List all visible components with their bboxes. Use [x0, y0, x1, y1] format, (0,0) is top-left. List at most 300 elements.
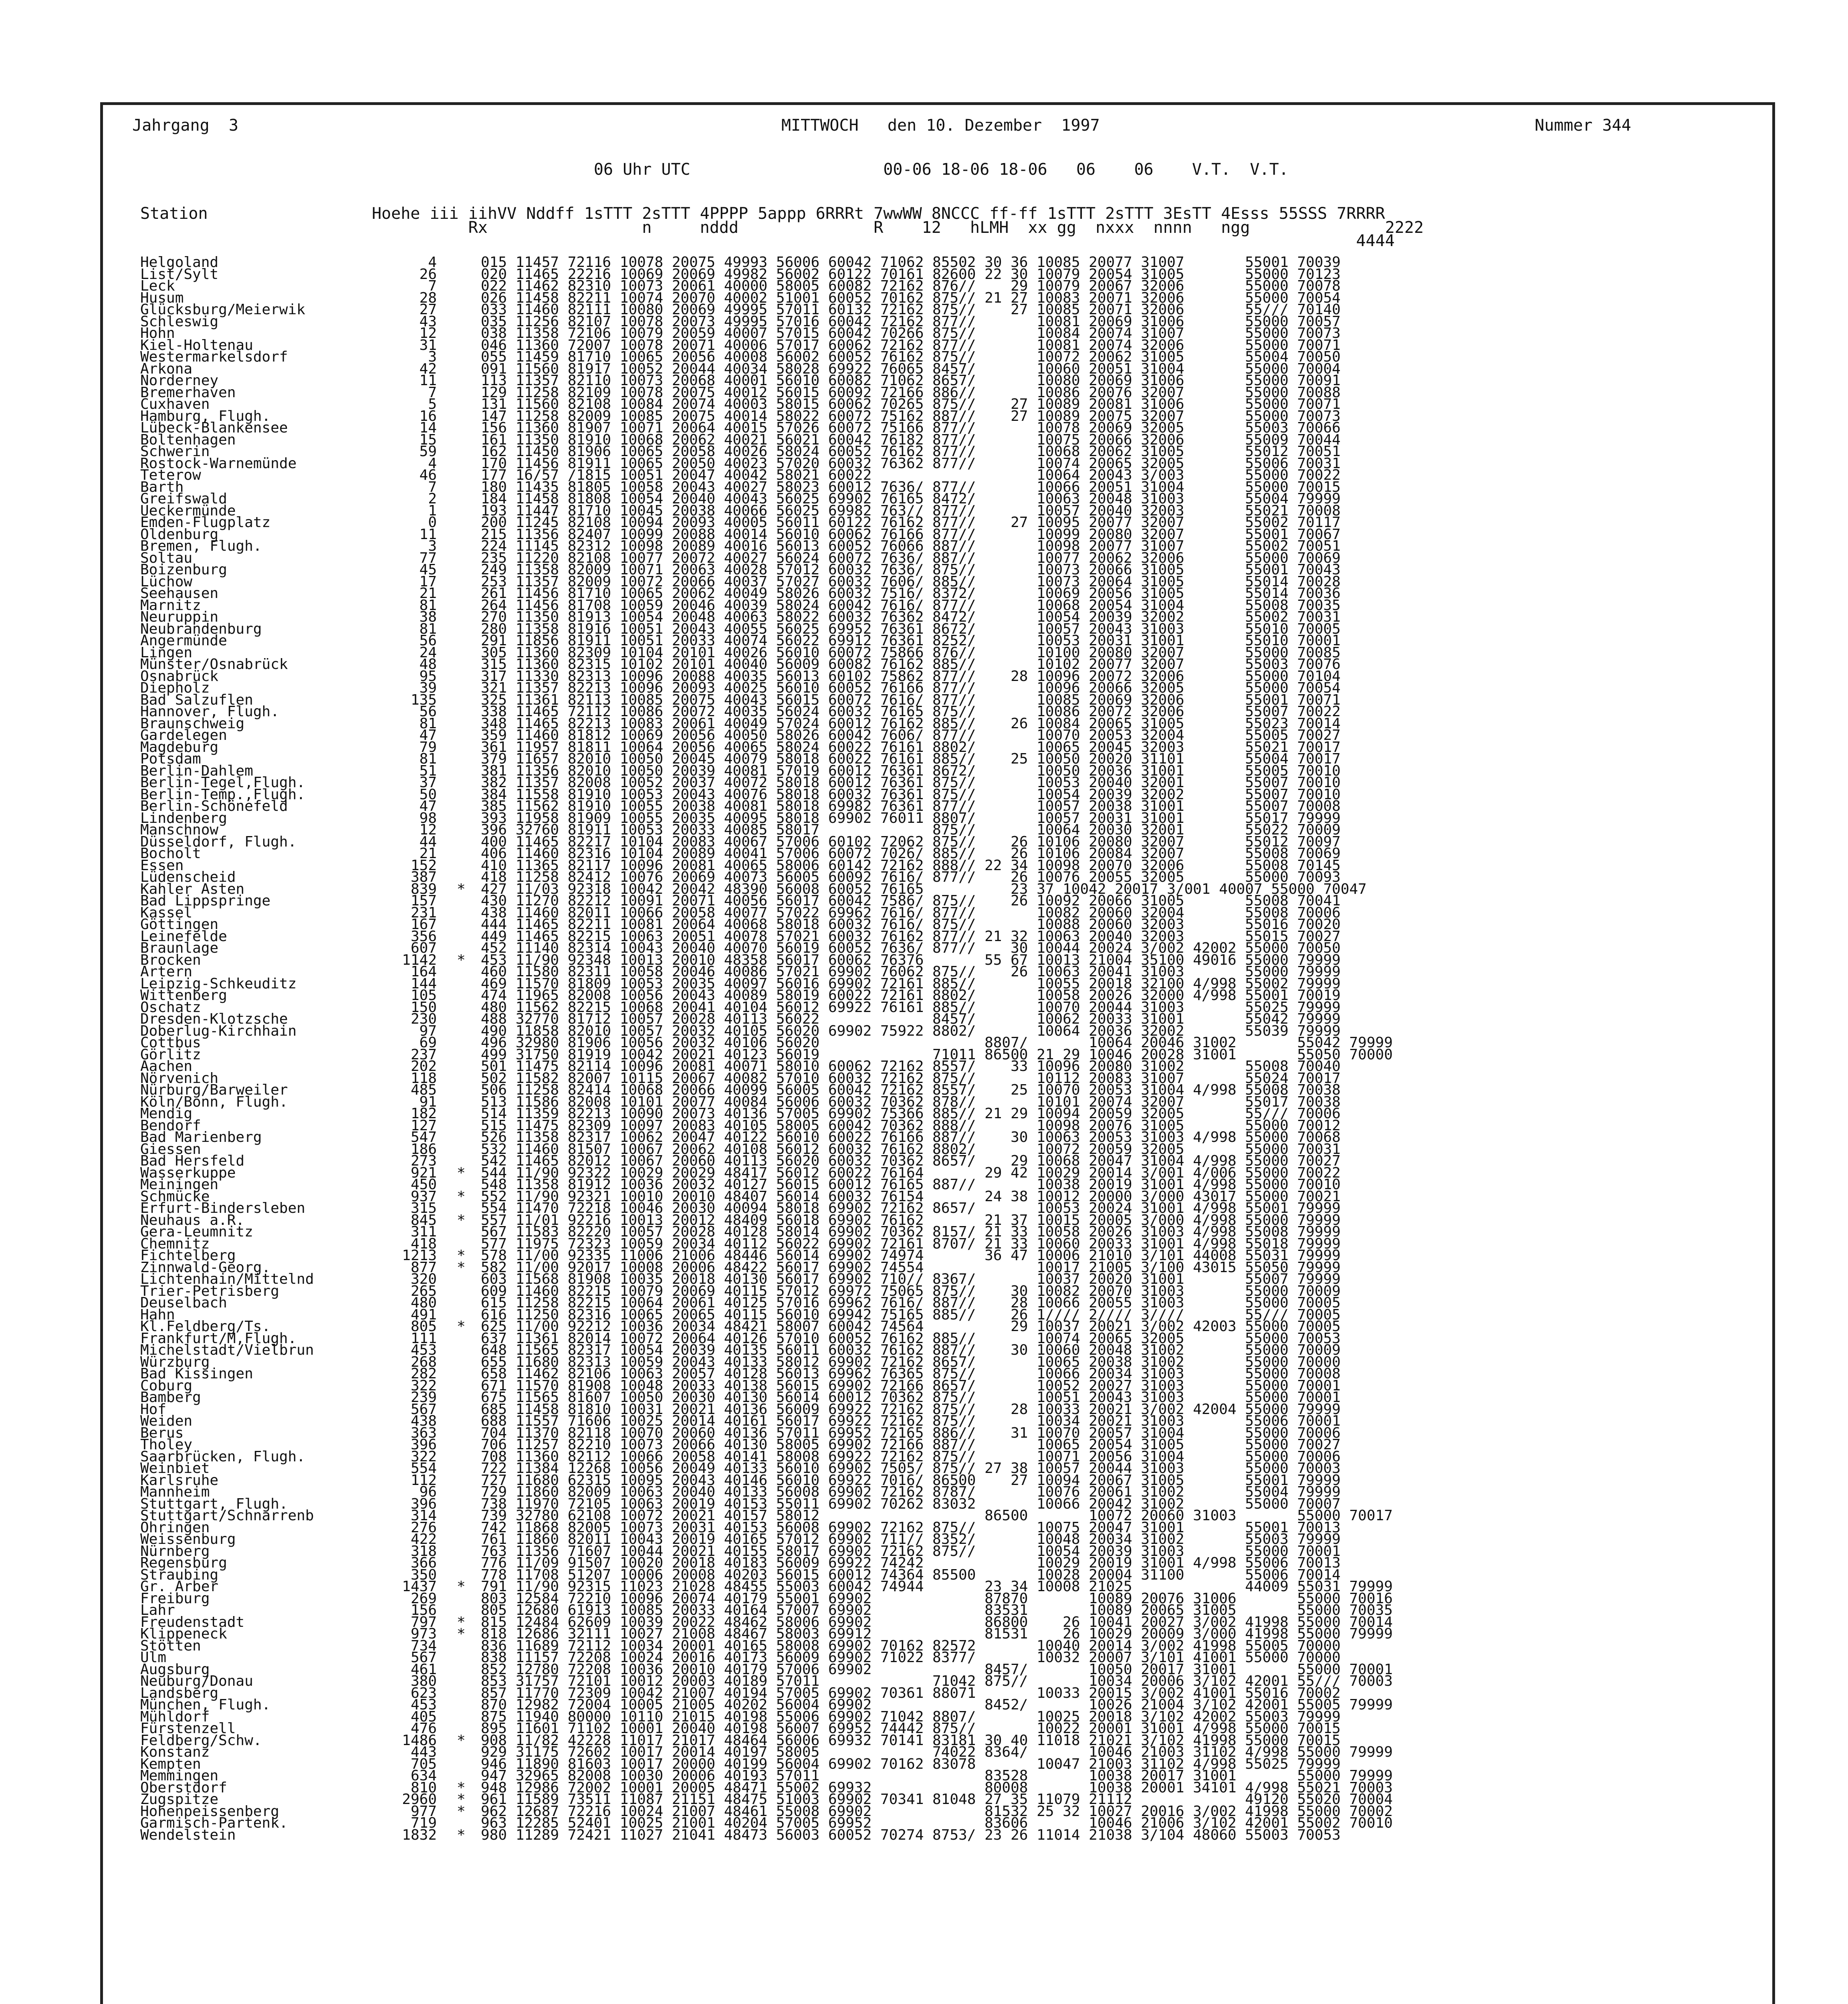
station-name: Bremen, Flugh.: [140, 538, 262, 554]
observation-values: 929 31175 72602 10017 20014 40197 58005 74022 8364/ 10046 21003 31102 4/998 55000 79999: [481, 1744, 1393, 1760]
station-height: 1486: [402, 1732, 437, 1749]
station-name: Greifswald: [140, 491, 227, 507]
observation-values: 215 11356 82407 10099 20088 40014 56010 60062 76166 877// 10099 20080 32007 55001 70067: [481, 526, 1341, 543]
observation-values: 499 31750 81919 10042 20021 40123 56019 71011 86500 21 29 10046 20028 31001 55050 70000: [481, 1046, 1393, 1063]
station-name: Hahn: [140, 1306, 175, 1323]
station-height: 567: [410, 1401, 437, 1418]
station-name: Augsburg: [140, 1661, 210, 1678]
observation-values: 895 11601 71102 10001 20040 40198 56007 69952 74442 875// 10022 20001 31001 4/998 55000 70015: [481, 1720, 1341, 1737]
station-name: Freudenstadt: [140, 1614, 245, 1630]
observation-values: 761 11860 82011 10043 20019 40165 57012 69902 711// 8352/ 10048 20034 31002 55003 79999: [481, 1531, 1341, 1547]
station-height: 1213: [402, 1247, 437, 1264]
station-height: 311: [410, 1224, 437, 1240]
observation-values: 091 11560 81917 10052 20044 40034 58028 69922 76065 8457/ 10060 20051 31004 55000 70004: [481, 360, 1341, 377]
station-height: 453: [410, 1697, 437, 1713]
observation-values: 544 11/90 92322 10029 20029 48417 56012 60022 76164 29 42 10029 20014 3/001 4/006 55000 70022: [481, 1164, 1341, 1181]
observation-values: 557 11/01 92216 10013 20012 48409 56018 69902 76162 21 37 10015 20005 3/000 4/998 55000 79999: [481, 1212, 1341, 1228]
station-name: Mendig: [140, 1105, 193, 1122]
station-height: 1437: [402, 1578, 437, 1595]
station-height: 27: [419, 301, 437, 318]
station-height: 112: [410, 1472, 437, 1489]
station-height: 921: [410, 1164, 437, 1181]
observation-values: 315 11360 82315 10102 20101 40040 56009 60082 76162 885// 10102 20077 32007 55003 70076: [481, 656, 1341, 673]
observation-values: 513 11586 82008 10101 20077 40084 56006 60032 70362 878// 10101 20074 32007 55017 70038: [481, 1093, 1341, 1110]
mountain-mark: *: [457, 1779, 466, 1796]
station-height: 443: [410, 1744, 437, 1760]
station-height: 150: [410, 999, 437, 1016]
page-header: [120, 116, 1759, 144]
station-height: 476: [410, 1720, 437, 1737]
observation-values: 615 11258 82215 10064 20061 40125 57016 69962 7616/ 887// 28 10066 20055 31003 55000 70005: [481, 1295, 1341, 1311]
station-name: Gr. Arber: [140, 1578, 219, 1595]
station-name: Lichtenhain/Mittelnd: [140, 1271, 314, 1287]
station-name: Meiningen: [140, 1176, 219, 1193]
observation-values: 427 11/03 92318 10042 20042 48390 56008 60052 76165 23 37 10042 20017 3/001 40007 55000 70047: [481, 881, 1367, 897]
station-height: 144: [410, 975, 437, 992]
station-height: 135: [410, 691, 437, 708]
station-name: Göttingen: [140, 916, 219, 933]
observation-values: 400 11465 82217 10104 20083 40067 57006 60102 72062 875// 26 10106 20080 32007 55012 70097: [481, 833, 1341, 850]
observation-values: 675 11565 81607 10050 20030 40130 56014 60012 70362 875// 10051 20043 31003 55000 70001: [481, 1389, 1341, 1406]
station-name: Osnabrück: [140, 668, 219, 685]
mountain-mark: *: [457, 1803, 466, 1820]
station-height: 318: [410, 1543, 437, 1560]
station-name: Berlin-Temp.,Flugh.: [140, 786, 305, 803]
observation-values: 727 11680 62315 10095 20043 40146 56010 69922 7016/ 86500 27 10094 20067 31005 55001 79999: [481, 1472, 1341, 1489]
station-name: Artern: [140, 964, 193, 980]
station-name: Würzburg: [140, 1354, 210, 1370]
station-name: Kl.Feldberg/Ts.: [140, 1318, 271, 1335]
station-height: 230: [410, 1011, 437, 1027]
station-name: Dresden-Klotzsche: [140, 1011, 288, 1027]
station-height: 56: [419, 703, 437, 720]
station-name: Aachen: [140, 1058, 193, 1075]
station-name: Regensburg: [140, 1555, 227, 1571]
station-height: 164: [410, 964, 437, 980]
station-name: Husum: [140, 289, 184, 306]
station-height: 418: [410, 1235, 437, 1252]
station-name: Bremerhaven: [140, 384, 236, 401]
observation-values: 532 11460 81507 10067 20062 40108 56012 60032 76162 8802/ 10072 20059 32005 55000 70031: [481, 1141, 1341, 1158]
observation-values: 291 11856 81911 10051 20033 40074 56022 69912 76361 8252/ 10053 20031 31001 55010 70001: [481, 632, 1341, 649]
station-name: Stuttgart/Schnarrenb: [140, 1507, 314, 1524]
station-name: Bocholt: [140, 845, 201, 862]
station-height: 48: [419, 656, 437, 673]
observation-values: 514 11359 82213 10090 20073 40136 57005 69902 75366 885// 21 29 10094 20059 32005 55/// 70006: [481, 1105, 1341, 1122]
station-name: Potsdam: [140, 751, 201, 767]
station-height: 1142: [402, 951, 437, 968]
station-height: 314: [410, 1507, 437, 1524]
station-height: 81: [419, 597, 437, 614]
station-name: Nürburg/Barweiler: [140, 1082, 288, 1098]
station-name: Bad Salzuflen: [140, 691, 253, 708]
station-height: 422: [410, 1531, 437, 1547]
observation-values: 469 11570 81809 10053 20035 40097 56016 69902 72161 885// 10055 20018 32100 4/998 55002 79999: [481, 975, 1341, 992]
observation-values: 170 11456 81911 10065 20050 40023 57020 60032 76362 877// 10074 20065 32005 55006 70031: [481, 455, 1341, 472]
station-height: 42: [419, 360, 437, 377]
station-height: 12: [419, 325, 437, 341]
station-name: Mühldorf: [140, 1708, 210, 1725]
station-height: 156: [410, 1602, 437, 1618]
station-height: 43: [419, 313, 437, 330]
station-name: Zugspitze: [140, 1791, 219, 1808]
observation-values: 270 11350 81913 10054 20048 40063 58022 60032 76362 8472/ 10054 20039 32002 55002 70031: [481, 609, 1341, 625]
observation-values: 948 12986 72002 10001 20005 48471 55002 69932 80008 10038 20001 34101 4/998 55021 70003: [481, 1779, 1393, 1796]
observation-values: 729 11860 82009 10063 20040 40133 56008 69902 72162 8787/ 10076 20061 31002 55004 79999: [481, 1484, 1341, 1500]
observation-values: 603 11568 81908 10035 20018 40130 56017 69902 710// 8367/ 10037 20020 31001 55007 79999: [481, 1271, 1341, 1287]
station-name: Berlin-Dahlem: [140, 762, 253, 779]
observation-values: 961 11589 73511 11087 21151 48475 51003 69902 70341 81048 27 35 11079 21112 49120 55020 70004: [481, 1791, 1393, 1808]
observation-values: 818 12686 32111 10027 21008 48467 58003 69912 81531 26 10029 20009 3/000 41998 55000 79999: [481, 1626, 1393, 1642]
station-height: 269: [410, 1590, 437, 1607]
observation-values: 321 11357 82213 10096 20093 40025 56010 60052 76166 877// 10096 20066 32005 55000 70054: [481, 680, 1341, 696]
station-name: Cottbus: [140, 1034, 201, 1051]
station-name: Ulm: [140, 1649, 167, 1666]
station-name: Landsberg: [140, 1685, 219, 1701]
station-height: 11: [419, 372, 437, 389]
station-name: Erfurt-Bindersleben: [140, 1200, 305, 1216]
station-height: 797: [410, 1614, 437, 1630]
observation-values: 706 11257 82210 10073 20066 40130 58005 69902 72166 887// 10065 20054 31005 55000 70027: [481, 1436, 1341, 1453]
observation-values: 406 11460 82316 10104 20089 40041 57006 60072 7026/ 885// 26 10106 20084 32007 55008 70069: [481, 845, 1341, 862]
station-height: 315: [410, 1200, 437, 1216]
station-height: 7: [428, 384, 437, 401]
station-name: Berlin-Tegel,Flugh.: [140, 774, 305, 791]
station-height: 4: [428, 455, 437, 472]
mountain-mark: *: [457, 951, 466, 968]
observation-values: 444 11465 82211 10081 20064 40068 58018 60032 7616/ 875// 10088 20060 32003 55016 70020: [481, 916, 1341, 933]
observation-values: 582 11/00 92017 10008 20006 48422 56017 69902 74554 10017 21005 3/100 43015 55050 79999: [481, 1259, 1341, 1276]
station-name: Schmücke: [140, 1188, 210, 1205]
station-height: 79: [419, 739, 437, 756]
station-height: 24: [419, 644, 437, 661]
observation-values: 947 32965 82008 10030 20006 40193 57011 83528 10038 20017 31001 55000 79999: [481, 1768, 1393, 1784]
station-name: Westermarkelsdorf: [140, 349, 288, 365]
station-height: 5: [428, 396, 437, 412]
observation-values: 156 11360 81907 10071 20064 40015 57026 60072 75166 877// 10078 20069 32005 55003 70066: [481, 420, 1341, 436]
station-name: Konstanz: [140, 1744, 210, 1760]
station-height: 186: [410, 1141, 437, 1158]
observation-values: 430 11270 82212 10091 20071 40056 56017 60042 7586/ 875// 26 10092 20066 31005 55008 70041: [481, 893, 1341, 909]
station-name: Hannover, Flugh.: [140, 703, 279, 720]
observation-values: 022 11462 82310 10073 20061 40000 58005 60082 72162 876// 29 10079 20067 32006 55000 70078: [481, 278, 1341, 294]
observation-values: 490 11858 82010 10057 20032 40105 56020 69902 75922 8802/ 10064 20036 32002 55039 79999: [481, 1022, 1341, 1039]
station-name: Marnitz: [140, 597, 201, 614]
station-height: 182: [410, 1105, 437, 1122]
station-name: Feldberg/Schw.: [140, 1732, 262, 1749]
observation-values: 946 11890 81603 10017 20000 40199 56004 69902 70162 83078 10047 21003 31102 4/998 55025 79999: [481, 1756, 1341, 1772]
observation-values: 763 11356 71607 10044 20021 40155 58017 69902 72162 875// 10054 20039 31003 55000 70001: [481, 1543, 1341, 1560]
station-height: 282: [410, 1366, 437, 1382]
observation-values: 305 11360 82309 10104 20101 40026 56010 60072 75866 876// 10100 20080 32007 55000 70085: [481, 644, 1341, 661]
station-height: 15: [419, 431, 437, 448]
station-height: 734: [410, 1637, 437, 1654]
station-name: Essen: [140, 857, 184, 874]
station-height: 31: [419, 337, 437, 354]
observation-values: 963 12285 52401 10025 21001 40204 57005 69952 83606 10046 21006 3/102 42001 55002 70010: [481, 1815, 1393, 1831]
station-height: 45: [419, 562, 437, 578]
station-height: 977: [410, 1803, 437, 1820]
station-height: 480: [410, 1295, 437, 1311]
station-height: 387: [410, 869, 437, 885]
station-height: 810: [410, 1779, 437, 1796]
observation-values: 609 11460 82215 10079 20069 40115 57012 69972 75065 875// 30 10082 20070 31003 55000 70009: [481, 1283, 1341, 1299]
station-table: [120, 254, 1759, 1843]
observation-values: 162 11450 81906 10065 20058 40026 58024 60052 76162 877// 10068 20062 31005 55012 70051: [481, 443, 1341, 460]
station-name: Magdeburg: [140, 739, 219, 756]
station-height: 12: [419, 822, 437, 838]
station-name: Chemnitz: [140, 1235, 210, 1252]
observation-values: 224 11145 82312 10098 20089 40016 56013 60052 76066 887// 10098 20077 31007 55002 70051: [481, 538, 1341, 554]
observation-values: 418 11258 82412 10076 20069 40073 56005 60092 7616/ 877// 26 10076 20055 32005 55000 70093: [481, 869, 1341, 885]
station-height: 59: [419, 443, 437, 460]
observation-values: 857 11770 72309 10042 21007 40194 57005 69902 70361 88071 10033 20015 3/002 41001 55016 70002: [481, 1685, 1341, 1701]
observation-values: 685 11458 81810 10031 20021 40136 56009 69922 72162 875// 28 10033 20021 3/002 42004 55000 79999: [481, 1401, 1341, 1418]
mountain-mark: *: [457, 1626, 466, 1642]
station-name: Köln/Bonn, Flugh.: [140, 1093, 288, 1110]
mountain-mark: *: [457, 1791, 466, 1808]
observation-values: 637 11361 82014 10072 20064 40126 57010 60052 76162 885// 10074 20065 32005 55000 70053: [481, 1330, 1341, 1347]
station-name: Hamburg, Flugh.: [140, 408, 271, 424]
mountain-mark: *: [457, 1732, 466, 1749]
observation-values: 449 11465 82215 10063 20051 40078 57021 60032 76162 877// 21 32 10063 20040 32003 55015 70027: [481, 928, 1341, 945]
station-height: 405: [410, 1708, 437, 1725]
station-name: Saarbrücken, Flugh.: [140, 1448, 305, 1465]
observation-values: 688 11557 71606 10025 20014 40161 56017 69922 72162 875// 10034 20021 31003 55006 70001: [481, 1413, 1341, 1429]
observation-values: 648 11565 82317 10054 20039 40135 56011 60032 76162 887// 30 10060 20048 31002 55000 70009: [481, 1342, 1341, 1358]
observation-values: 235 11220 82108 10077 20072 40027 56024 60072 7636/ 887// 10077 20062 32006 55000 70069: [481, 549, 1341, 566]
station-height: 0: [428, 514, 437, 531]
station-height: 491: [410, 1306, 437, 1323]
station-height: 276: [410, 1519, 437, 1536]
station-name: Boltenhagen: [140, 431, 236, 448]
observation-values: 791 11/90 92315 11023 21028 48455 55003 60042 74944 23 34 10008 21025 44009 55031 79999: [481, 1578, 1393, 1595]
station-name: Wittenberg: [140, 987, 227, 1004]
station-name: Weissenburg: [140, 1531, 236, 1547]
station-height: 239: [410, 1389, 437, 1406]
station-height: 56: [419, 632, 437, 649]
station-name: Frankfurt/M,Flugh.: [140, 1330, 297, 1347]
station-height: 91: [419, 1093, 437, 1110]
observation-values: 805 12680 61913 10085 20033 40164 57007 69902 83531 10089 20065 31005 55000 70035: [481, 1602, 1393, 1618]
station-name: Lüdenscheid: [140, 869, 236, 885]
table-row: [120, 1826, 1759, 1843]
station-name: Oberstdorf: [140, 1779, 227, 1796]
observation-values: 055 11459 81710 10065 20056 40008 56002 60052 76162 875// 10072 20062 31005 55004 70050: [481, 349, 1341, 365]
station-name: Kassel: [140, 904, 193, 921]
station-height: 322: [410, 1377, 437, 1394]
station-name: München, Flugh.: [140, 1697, 271, 1713]
station-name: Helgoland: [140, 254, 219, 271]
report-date: MITTWOCH den 10. Dezember 1997: [781, 116, 1100, 135]
station-name: Garmisch-Partenk.: [140, 1815, 288, 1831]
station-name: Coburg: [140, 1377, 193, 1394]
observation-values: 038 11358 72106 10079 20059 40007 57015 60042 70266 875// 10084 20074 31007 55000 70073: [481, 325, 1341, 341]
column-headers: [120, 160, 1759, 265]
observation-values: 738 11970 72105 10063 20019 40153 55011 69902 70262 83032 10066 20042 31002 55000 70007: [481, 1495, 1341, 1512]
station-height: 38: [419, 609, 437, 625]
station-height: 350: [410, 1566, 437, 1583]
mountain-mark: *: [457, 1826, 466, 1843]
station-height: 127: [410, 1117, 437, 1134]
observation-values: 526 11358 82317 10062 20047 40122 56010 60022 76166 887// 30 10063 20053 31003 4/998 55000 70068: [481, 1129, 1341, 1145]
observation-values: 348 11465 82213 10083 20061 40049 57024 60012 76162 885// 26 10084 20065 31005 55023 70014: [481, 715, 1341, 732]
observation-values: 671 11570 81908 10048 20033 40138 56015 69902 72166 8657/ 10052 20027 31003 55000 70001: [481, 1377, 1341, 1394]
station-height: 2960: [402, 1791, 437, 1808]
observation-values: 655 11680 82313 10059 20043 40133 58012 69902 72162 8657/ 10065 20038 31002 55000 70000: [481, 1354, 1341, 1370]
observation-values: 046 11360 72007 10078 20071 40006 57017 60062 72162 877// 10081 20074 32006 55000 70071: [481, 337, 1341, 354]
mountain-mark: *: [457, 1247, 466, 1264]
observation-values: 567 11583 82220 10057 20028 40128 58014 69902 70362 8157/ 21 33 10058 20026 31003 4/998 55008 79999: [481, 1224, 1341, 1240]
station-name: Stötten: [140, 1637, 201, 1654]
observation-values: 035 11256 82107 10078 20073 49995 57016 60042 72162 877// 10081 20069 31006 55000 70057: [481, 313, 1341, 330]
observation-values: 438 11460 82011 10066 20058 40077 57022 69962 7616/ 877// 10082 20060 32004 55008 70006: [481, 904, 1341, 921]
station-name: Neuhaus a.R.: [140, 1212, 245, 1228]
station-height: 167: [410, 916, 437, 933]
observation-values: 776 11/09 91507 10020 20018 40183 56009 69922 74242 10029 20019 31001 4/998 55006 70013: [481, 1555, 1341, 1571]
observation-values: 742 11868 82005 10073 20031 40153 56008 69902 72162 875// 10075 20047 31001 55001 70013: [481, 1519, 1341, 1536]
station-height: 231: [410, 904, 437, 921]
station-name: Cuxhaven: [140, 396, 210, 412]
station-name: Leck: [140, 278, 175, 294]
station-name: Bamberg: [140, 1389, 201, 1406]
station-height: 14: [419, 420, 437, 436]
station-height: 39: [419, 680, 437, 696]
station-name: Hohn: [140, 325, 175, 341]
station-height: 265: [410, 1283, 437, 1299]
station-height: 3: [428, 349, 437, 365]
station-name: Lübeck-Blankensee: [140, 420, 288, 436]
station-name: Bad Hersfeld: [140, 1153, 245, 1169]
observation-values: 200 11245 82108 10094 20093 40005 56011 60122 76162 877// 27 10095 20077 32007 55002 70117: [481, 514, 1341, 531]
station-name: Wendelstein: [140, 1826, 236, 1843]
station-height: 17: [419, 573, 437, 590]
station-name: Boizenburg: [140, 562, 227, 578]
station-height: 363: [410, 1424, 437, 1441]
station-height: 453: [410, 1342, 437, 1358]
column-header-line-3: Rx n nddd R 12 hLMH xx gg nxxx nnnn ngg 2222: [140, 218, 1424, 237]
station-name: Leipzig-Schkeuditz: [140, 975, 297, 992]
observation-values: 317 11330 82313 10096 20088 40035 56013 60102 75862 877// 28 10096 20072 32006 55000 70104: [481, 668, 1341, 685]
station-name: Braunlage: [140, 940, 219, 956]
station-height: 81: [419, 751, 437, 767]
observation-values: 488 32770 81712 10057 20028 40113 56022 8457/ 10062 20033 31001 55042 79999: [481, 1011, 1341, 1027]
station-name: Klippeneck: [140, 1626, 227, 1642]
observation-values: 815 12484 62609 10039 20022 48462 58006 69902 86800 26 10041 20027 3/002 41998 55000 70014: [481, 1614, 1393, 1630]
station-height: 16: [419, 408, 437, 424]
station-name: Hof: [140, 1401, 167, 1418]
observation-values: 261 11456 81710 10065 20062 40049 58026 60032 7516/ 8372/ 10069 20056 31005 55014 70036: [481, 585, 1341, 602]
observation-values: 739 32780 62108 10072 20021 40157 58012 86500 10072 20060 31003 55000 70017: [481, 1507, 1393, 1524]
station-name: Lüchow: [140, 573, 193, 590]
station-name: Freiburg: [140, 1590, 210, 1607]
station-name: Manschnow: [140, 822, 219, 838]
observation-values: 393 11958 81909 10055 20035 40095 58018 69902 76011 8807/ 10057 20031 31001 55017 79999: [481, 810, 1341, 826]
observation-values: 722 11384 12268 10056 20049 40133 56010 69902 7505/ 875// 27 38 10057 20044 31003 55000 70003: [481, 1460, 1341, 1477]
station-height: 485: [410, 1082, 437, 1098]
station-height: 97: [419, 1022, 437, 1039]
observation-values: 161 11350 81910 10068 20062 40021 56021 60042 76182 877// 10075 20066 32006 55009 70044: [481, 431, 1341, 448]
station-name: Gera-Leumnitz: [140, 1224, 253, 1240]
mountain-mark: *: [457, 1318, 466, 1335]
station-name: Bendorf: [140, 1117, 201, 1134]
column-header-line-4: 4444: [140, 232, 1395, 250]
station-height: 44: [419, 833, 437, 850]
station-height: 356: [410, 928, 437, 945]
station-height: 47: [419, 727, 437, 743]
station-name: Emden-Flugplatz: [140, 514, 271, 531]
observation-values: 506 11258 82414 10068 20066 40099 56005 60042 72162 8557/ 25 10070 20053 31004 4/998 55008 70038: [481, 1082, 1341, 1098]
station-height: 322: [410, 1448, 437, 1465]
station-height: 11: [419, 526, 437, 543]
station-height: 380: [410, 1673, 437, 1689]
station-name: Ueckermünde: [140, 502, 236, 519]
observation-values: 249 11358 82009 10071 20063 40028 57012 60032 7636/ 875// 10073 20066 31005 55001 70043: [481, 562, 1341, 578]
station-name: Straubing: [140, 1566, 219, 1583]
station-name: Brocken: [140, 951, 201, 968]
station-name: Neuburg/Donau: [140, 1673, 253, 1689]
observation-values: 704 11370 82118 10070 20060 40136 57011 69952 72165 886// 31 10070 20057 31004 55000 70006: [481, 1424, 1341, 1441]
observation-values: 548 11358 81912 10036 20032 40127 56015 60012 76165 887// 10038 20019 31001 4/998 55000 70010: [481, 1176, 1341, 1193]
observation-values: 460 11580 82311 10058 20046 40086 57021 69902 76062 875// 26 10063 20041 31003 55000 79999: [481, 964, 1341, 980]
station-height: 105: [410, 987, 437, 1004]
station-name: Kempten: [140, 1756, 201, 1772]
station-name: Lindenberg: [140, 810, 227, 826]
station-name: Trier-Petrisberg: [140, 1283, 279, 1299]
column-header-line-2: Station Hoehe iii iihVV Nddff 1sTTT 2sTTT 4PPPP 5appp 6RRRt 7wwWW 8NCCC ff-ff 1sTTT 2sTTT 3EsTT 4Esss 55SSS 7RRRR: [140, 204, 1385, 223]
station-name: Münster/Osnabrück: [140, 656, 288, 673]
station-name: Diepholz: [140, 680, 210, 696]
station-height: 46: [419, 467, 437, 483]
station-height: 81: [419, 620, 437, 637]
observation-values: 542 11465 82012 10067 20060 40113 56020 60032 70362 8657/ 29 10068 20047 31004 4/998 55000 70027: [481, 1153, 1341, 1169]
mountain-mark: *: [457, 1212, 466, 1228]
station-name: Berus: [140, 1424, 184, 1441]
station-height: 973: [410, 1626, 437, 1642]
observation-values: 778 11708 51207 10006 20008 40203 56015 60012 74364 85500 10028 20004 31100 55006 70014: [481, 1566, 1341, 1583]
mountain-mark: *: [457, 1164, 466, 1181]
observation-values: 577 11975 72323 10059 20034 40112 56022 69902 72161 8707/ 21 33 10060 20033 31001 4/998 55018 79999: [481, 1235, 1341, 1252]
station-name: Neubrandenburg: [140, 620, 262, 637]
mountain-mark: *: [457, 1578, 466, 1595]
station-name: Memmingen: [140, 1768, 219, 1784]
station-height: 37: [419, 774, 437, 791]
observation-values: 502 11582 82007 10115 20067 40082 57010 60032 72162 875// 10112 20083 31007 55024 70017: [481, 1070, 1341, 1087]
station-height: 47: [419, 798, 437, 814]
station-height: 450: [410, 1176, 437, 1193]
observation-values: 379 11657 82010 10050 20045 40079 58018 60022 76161 885// 25 10050 20020 31101 55004 70017: [481, 751, 1341, 767]
observation-values: 147 11258 82009 10085 20075 40014 58022 60072 75162 887// 27 10089 20075 32007 55000 70073: [481, 408, 1341, 424]
station-height: 50: [419, 786, 437, 803]
observation-values: 113 11357 82110 10073 20068 40001 56010 60082 71062 8657/ 10080 20069 31006 55000 70091: [481, 372, 1341, 389]
station-name: Bad Lippspringe: [140, 893, 271, 909]
observation-values: 253 11357 82009 10072 20066 40037 57027 60032 7606/ 885// 10073 20064 31005 55014 70028: [481, 573, 1341, 590]
station-height: 705: [410, 1756, 437, 1772]
station-name: Nörvenich: [140, 1070, 219, 1087]
station-height: 719: [410, 1815, 437, 1831]
observation-values: 658 11462 82106 10063 20057 40128 56013 69962 76365 875// 10066 20034 31003 55000 70008: [481, 1366, 1341, 1382]
observation-values: 410 11365 82117 10096 20081 40065 58006 60142 72162 888// 22 34 10098 20070 32006 55008 70145: [481, 857, 1341, 874]
station-name: Norderney: [140, 372, 219, 389]
station-height: 461: [410, 1661, 437, 1678]
observation-values: 382 11357 82008 10052 20037 40072 58018 60012 76361 875// 10053 20040 32001 55007 70010: [481, 774, 1341, 791]
mountain-mark: *: [457, 881, 466, 897]
station-height: 554: [410, 1460, 437, 1477]
station-name: Deuselbach: [140, 1295, 227, 1311]
station-height: 438: [410, 1413, 437, 1429]
observation-values: 338 11465 72112 10086 20072 40035 56024 60032 76165 875// 10086 20072 32006 55007 70022: [481, 703, 1341, 720]
observation-values: 193 11447 81710 10045 20038 40066 56025 69982 763// 877// 10057 20040 32003 55021 70008: [481, 502, 1341, 519]
